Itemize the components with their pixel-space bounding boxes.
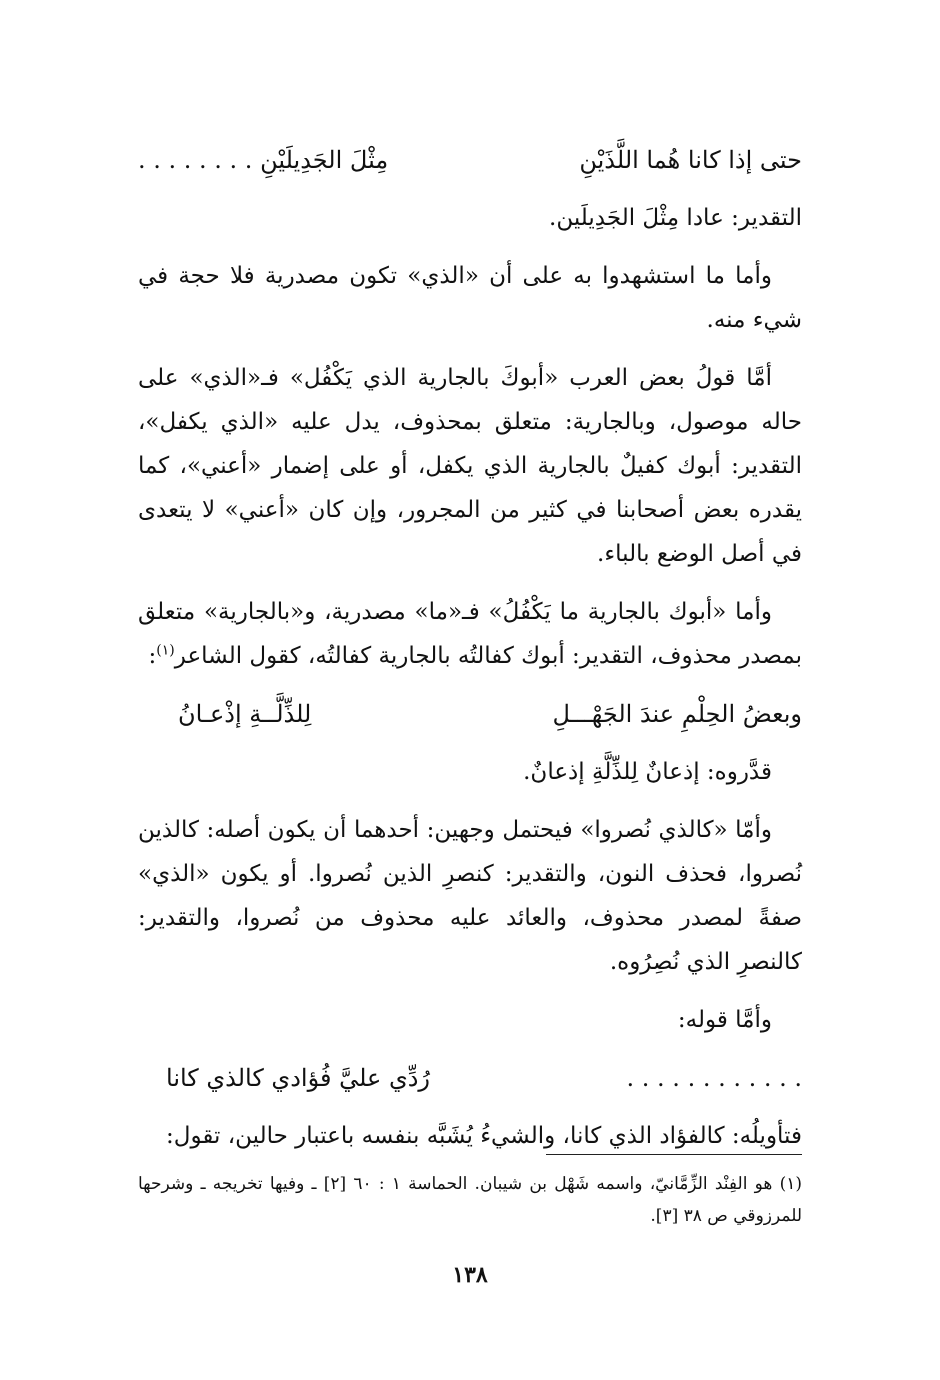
verse-1	[138, 138, 802, 182]
verse-3-hemistich-2: . . . . . . . . . . . .	[626, 1064, 802, 1092]
verse-2-hemistich-2: لِلذِّلَّــةِ إذْعـانُ	[178, 700, 312, 728]
paragraph-3: أمَّا قولُ بعض العرب «أبوكَ بالجارية الذي يَكْفُل» فـ«الذي» على حاله موصول، وبالجارية: متعلق بمحذوف، يدل عليه «الذي يكفل»، التقدير: أبوك كفيلٌ بالجارية الذي يكفل، أو على إضمار «أعني»، كما يقدره بعض أصحابنا في كثير من المجرور، وإن كان «أعني» لا يتعدى في أصل الوضع بالباء.	[138, 365, 802, 567]
main-text	[138, 138, 802, 1172]
verse-2	[138, 692, 802, 736]
footnote-divider	[546, 1154, 802, 1155]
footnote: (١) هو الفِنْد الزِّمَّانيّ، واسمه شَهْل بن شيبان. الحماسة ١ : ٦٠ [٢] ـ وفيها تخريجه ـ وشرحها للمرزوقي ص ٣٨ [٣].	[138, 1174, 802, 1226]
paragraph-7: وأمَّا قوله:	[677, 1007, 772, 1033]
paragraph-4-end: :	[148, 643, 157, 669]
footnote-marker: (١)	[156, 642, 175, 659]
paragraph-8: فتأويلُه: كالفؤاد الذي كانا، والشيءُ يُشَبَّه بنفسه باعتبار حالين، تقول:	[166, 1123, 802, 1149]
paragraph-4-text: وأما «أبوك بالجارية ما يَكْفُلُ» فـ«ما» مصدرية، و«بالجارية» متعلق بمصدر محذوف، التقدير: أبوك كفالتُه بالجارية كفالتُه، كقول الشاعر	[138, 599, 802, 669]
paragraph-5: قدَّروه: إذعانٌ لِلذِّلَّةِ إذعانٌ.	[523, 759, 772, 785]
page-number: ١٣٨	[452, 1262, 488, 1288]
paragraph-2: وأما ما استشهدوا به على أن «الذي» تكون مصدرية فلا حجة في شيء منه.	[138, 263, 802, 333]
paragraph-1: التقدير: عادا مِثْلَ الجَدِيلَين.	[549, 205, 802, 231]
paragraph-6: وأمّا «كالذي نُصروا» فيحتمل وجهين: أحدهما أن يكون أصله: كالذين نُصروا، فحذف النون، والتقدير: كنصرِ الذين نُصروا. أو يكون «الذي» صفةً لمصدر محذوف، والعائد عليه محذوف من نُصروا، والتقدير: كالنصرِ الذي نُصِرُوه.	[138, 817, 802, 975]
verse-1-hemistich-1: حتى إذا كانا هُما اللَّذَيْنِ	[579, 146, 802, 174]
verse-1-hemistich-2: مِثْلَ الجَدِيلَيْنِ . . . . . . . .	[138, 146, 389, 174]
verse-3	[138, 1056, 802, 1100]
verse-3-hemistich-1: رُدِّي عليَّ فُؤادي كالذي كانا	[166, 1064, 431, 1092]
verse-2-hemistich-1: وبعضُ الحِلْمِ عندَ الجَهْـــلِ	[552, 700, 802, 728]
paragraph-4	[138, 590, 802, 678]
